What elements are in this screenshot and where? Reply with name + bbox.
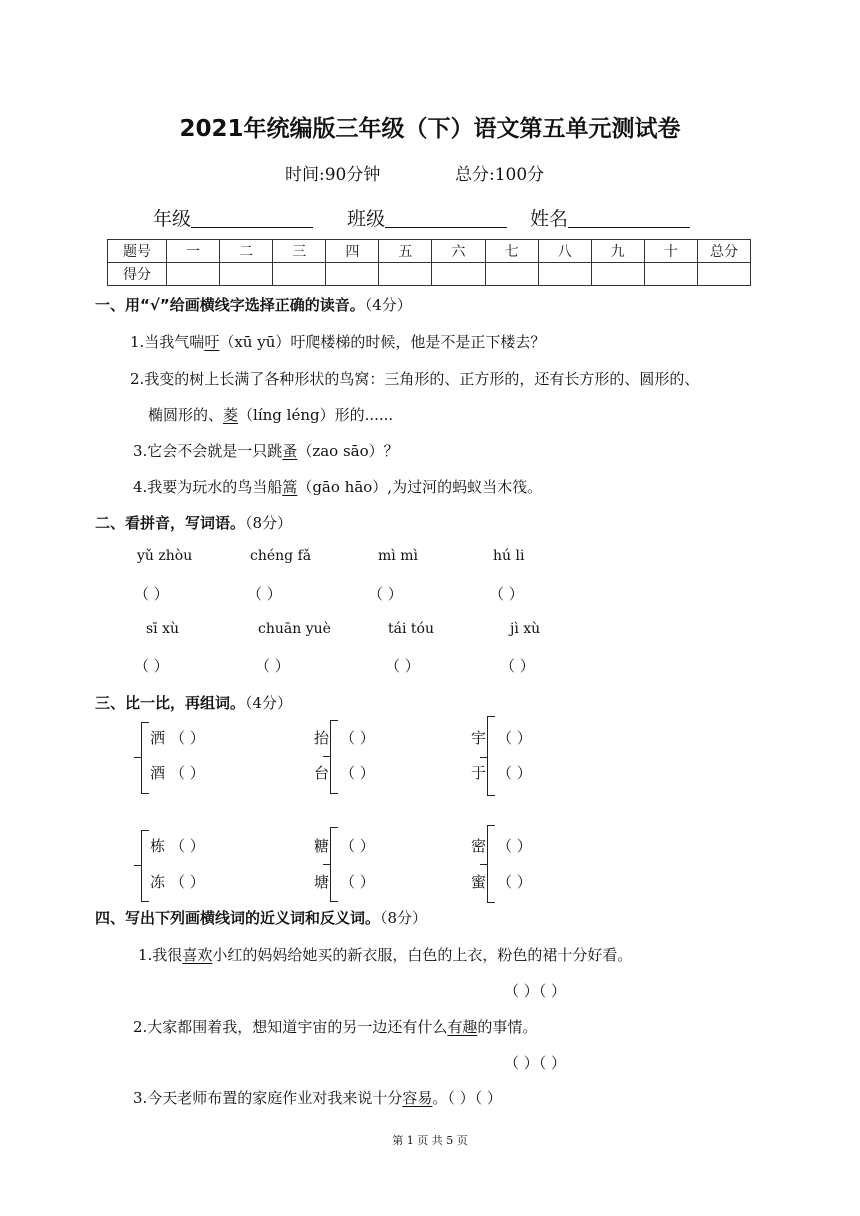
name-blank[interactable] xyxy=(568,207,690,228)
pinyin: hú li xyxy=(493,548,525,564)
class-blank[interactable] xyxy=(385,207,507,228)
q-text: （gāo hāo）,为过河的蚂蚁当木筏。 xyxy=(297,478,543,496)
answer-blank[interactable]: （ ） xyxy=(500,657,535,675)
q-text: 的事情。 xyxy=(477,1018,538,1036)
time-label: 时间:90分钟 xyxy=(285,165,381,185)
page-title: 2021年统编版三年级（下）语文第五单元测试卷 xyxy=(179,116,681,142)
score-cell[interactable] xyxy=(538,263,591,286)
section-points: （4分） xyxy=(245,694,293,712)
answer-blank[interactable]: （ ） xyxy=(497,764,532,782)
name-field xyxy=(530,204,690,231)
q-text: 3.今天老师布置的家庭作业对我来说十分 xyxy=(133,1089,403,1107)
header-cell: 题号 xyxy=(108,240,167,263)
q-text: （líng léng）形的...... xyxy=(238,406,394,424)
header-cell: 九 xyxy=(591,240,644,263)
q-text: 小红的妈妈给她买的新衣服，白色的上衣，粉色的裙十分好看。 xyxy=(212,946,633,964)
compare-char: 栋 xyxy=(150,837,166,855)
compare-char: 糖 xyxy=(314,837,330,855)
score-cell[interactable] xyxy=(167,263,220,286)
question-4-1 xyxy=(138,944,632,965)
compare-char: 抬 xyxy=(314,729,330,747)
header-cell: 总分 xyxy=(698,240,751,263)
group-bracket xyxy=(141,830,149,902)
header-cell: 八 xyxy=(538,240,591,263)
score-table-header-row xyxy=(108,240,751,263)
answer-blank[interactable]: （ ） xyxy=(134,585,169,603)
score-table xyxy=(107,239,751,286)
header-cell: 四 xyxy=(326,240,379,263)
q-text: 4.我要为玩水的鸟当船 xyxy=(133,478,283,496)
section-title: 二、看拼音，写词语。 xyxy=(95,514,246,532)
group-bracket xyxy=(330,720,338,794)
answer-blank[interactable]: （ ） xyxy=(340,873,375,891)
answer-blank[interactable]: （ ） xyxy=(340,837,375,855)
compare-char: 台 xyxy=(314,764,330,782)
total-score-label: 总分:100分 xyxy=(455,165,545,185)
answer-blank[interactable]: （ ） xyxy=(489,585,524,603)
underlined-char: 吁 xyxy=(204,333,220,351)
answer-blank[interactable]: （ ）（ ） xyxy=(504,982,567,1000)
question-1-4 xyxy=(133,476,542,497)
answer-blank[interactable]: （ ）（ ） xyxy=(504,1054,567,1072)
header-cell: 七 xyxy=(485,240,538,263)
question-1-1 xyxy=(130,331,545,352)
answer-blank[interactable]: （ ） xyxy=(255,657,290,675)
pinyin: jì xù xyxy=(510,621,541,637)
answer-blank[interactable]: （ ） xyxy=(385,657,420,675)
grade-field xyxy=(153,204,313,231)
q-text: 3.它会不会就是一只跳 xyxy=(133,442,283,460)
score-table-score-row xyxy=(108,263,751,286)
q-text: （xū yū）吁爬楼梯的时候，他是不是正下楼去？ xyxy=(219,333,546,351)
answer-blank[interactable]: （ ） xyxy=(497,729,532,747)
compare-char: 于 xyxy=(471,764,487,782)
question-1-3 xyxy=(133,440,399,461)
section-4-heading xyxy=(95,907,427,928)
q-text: 2.大家都围着我，想知道宇宙的另一边还有什么 xyxy=(133,1018,448,1036)
group-bracket xyxy=(487,716,495,796)
compare-char: 冻 xyxy=(150,873,166,891)
compare-char: 洒 xyxy=(150,729,166,747)
header-cell: 十 xyxy=(644,240,697,263)
score-row-label: 得分 xyxy=(108,263,167,286)
q-text: 。 xyxy=(432,1089,448,1107)
pinyin: yǔ zhòu xyxy=(137,548,193,564)
question-1-2-line1: 2.我变的树上长满了各种形状的鸟窝：三角形的、正方形的，还有长方形的、圆形的、 xyxy=(130,370,700,388)
header-cell: 六 xyxy=(432,240,485,263)
score-cell[interactable] xyxy=(591,263,644,286)
grade-blank[interactable] xyxy=(191,207,313,228)
name-label: 姓名 xyxy=(530,208,569,230)
question-4-2 xyxy=(133,1016,537,1037)
section-points: （4分） xyxy=(364,296,412,314)
pinyin: chuān yuè xyxy=(258,621,331,637)
header-cell: 五 xyxy=(379,240,432,263)
section-2-heading xyxy=(95,512,292,533)
compare-char: 酒 xyxy=(150,764,166,782)
section-3-heading xyxy=(95,692,292,713)
score-cell[interactable] xyxy=(698,263,751,286)
page-footer: 第 1 页 共 5 页 xyxy=(392,1134,468,1147)
pinyin: sī xù xyxy=(146,621,180,637)
underlined-word: 有趣 xyxy=(447,1018,478,1036)
section-title: 三、比一比，再组词。 xyxy=(95,694,246,712)
score-cell[interactable] xyxy=(379,263,432,286)
q-text: 1.我很 xyxy=(138,946,183,964)
answer-blank[interactable]: （ ） xyxy=(247,585,282,603)
answer-blank[interactable]: （ ） xyxy=(170,837,205,855)
q-text: （zao sāo）？ xyxy=(297,442,399,460)
header-cell: 一 xyxy=(167,240,220,263)
pinyin: mì mì xyxy=(378,548,418,564)
section-points: （8分） xyxy=(380,909,428,927)
class-field xyxy=(347,204,507,231)
q-text: 1.当我气喘 xyxy=(130,333,205,351)
compare-char: 密 xyxy=(471,837,487,855)
underlined-char: 篙 xyxy=(282,478,298,496)
score-cell[interactable] xyxy=(273,263,326,286)
answer-blank[interactable]: （ ） xyxy=(340,764,375,782)
section-title: 一、用“√”给画横线字选择正确的读音。 xyxy=(95,296,365,314)
answer-blank[interactable]: （ ）（ ） xyxy=(447,1089,502,1107)
question-1-2-line2 xyxy=(148,404,393,425)
pinyin: chéng fǎ xyxy=(250,548,312,564)
answer-blank[interactable]: （ ） xyxy=(170,764,205,782)
header-cell: 三 xyxy=(273,240,326,263)
compare-char: 宇 xyxy=(471,729,487,747)
group-bracket xyxy=(330,827,338,902)
section-points: （8分） xyxy=(245,514,293,532)
answer-blank[interactable]: （ ） xyxy=(134,657,169,675)
pinyin: tái tóu xyxy=(388,621,434,637)
section-title: 四、写出下列画横线词的近义词和反义词。 xyxy=(95,909,381,927)
underlined-char: 菱 xyxy=(223,406,239,424)
score-cell[interactable] xyxy=(220,263,273,286)
answer-blank[interactable]: （ ） xyxy=(170,873,205,891)
underlined-word: 容易 xyxy=(402,1089,433,1107)
class-label: 班级 xyxy=(347,208,386,230)
answer-blank[interactable]: （ ） xyxy=(340,729,375,747)
answer-blank[interactable]: （ ） xyxy=(170,729,205,747)
group-bracket xyxy=(487,825,495,903)
header-cell: 二 xyxy=(220,240,273,263)
score-cell[interactable] xyxy=(485,263,538,286)
underlined-char: 蚤 xyxy=(282,442,298,460)
score-cell[interactable] xyxy=(432,263,485,286)
answer-blank[interactable]: （ ） xyxy=(497,837,532,855)
underlined-word: 喜欢 xyxy=(182,946,213,964)
compare-char: 蜜 xyxy=(471,873,487,891)
group-bracket xyxy=(141,722,149,794)
score-cell[interactable] xyxy=(644,263,697,286)
q-text: 椭圆形的、 xyxy=(148,406,224,424)
question-4-3 xyxy=(133,1087,502,1108)
answer-blank[interactable]: （ ） xyxy=(497,873,532,891)
answer-blank[interactable]: （ ） xyxy=(368,585,403,603)
section-1-heading xyxy=(95,294,412,315)
grade-label: 年级 xyxy=(153,208,192,230)
compare-char: 塘 xyxy=(314,873,330,891)
score-cell[interactable] xyxy=(326,263,379,286)
